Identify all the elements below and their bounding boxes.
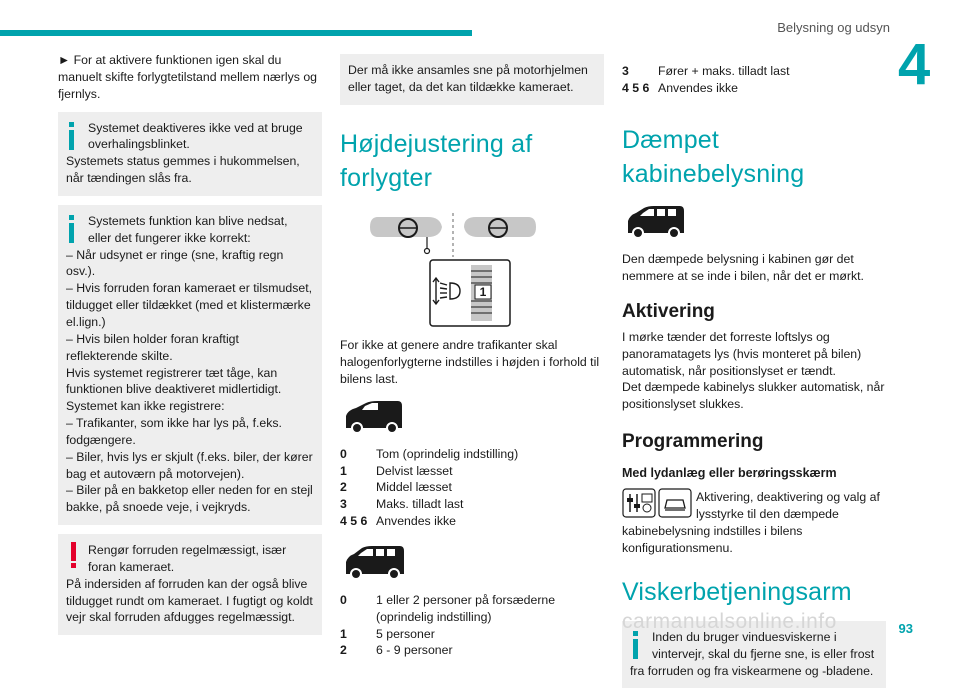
van-icon-long [340,542,604,582]
info-box-snow [340,54,604,105]
programming-body: kabinebelysning indstilles i bilens konfigurationsmenu. [622,523,803,555]
load-list-long [340,592,604,659]
headlamp-adjustment-illustration [340,209,604,329]
list-key: 0 [340,592,347,607]
info-box-text: Systemets status gemmes i hukommelsen, når tændingen slås fra. [66,154,300,186]
info-icon [66,214,80,244]
section-heading-programming: Programmering [622,431,764,453]
limitation-line: – Trafikanter, som ikke har lys på, f.eks. fodgængere. [66,416,282,447]
list-key: 4 5 6 [340,514,368,529]
list-value: Fører + maks. tilladt last [658,64,790,78]
limitation-line: Systemet kan ikke registrere: [66,399,225,414]
warning-icon [68,541,80,569]
list-key: 2 [340,480,347,495]
limitation-line: Hvis systemet registrerer tæt tåge, kan funktionen blive deaktiveret midlertidigt. [66,365,282,397]
list-item [340,592,604,626]
list-value: 6 - 9 personer [376,643,453,658]
list-value: Anvendes ikke [658,80,738,95]
list-key: 1 [340,626,347,641]
list-item [340,513,604,530]
switch-position-label: 1 [479,285,487,300]
list-value: Tom (oprindelig indstilling) [376,446,519,461]
section-heading-wiper-stalk: Viskerbetjeningsarm [622,577,852,606]
load-list-continued [622,63,886,97]
info-box-text: Der må ikke ansamles sne på motorhjelmen eller taget, da det kan tildække kameraet. [348,63,588,94]
list-item [622,80,886,97]
header-accent-bar [0,30,472,36]
limitation-line: – Når udsynet er ringe (sne, kraftig regn osv.). [66,247,284,279]
cabin-lighting-body: Den dæmpede belysning i kabinen gør det nemmere at se inde i bilen, når det er mørkt. [622,252,864,284]
list-key: 3 [340,497,347,512]
column-1 [58,52,322,635]
info-box-limitations [58,205,322,525]
info-box-first-line: Systemets funktion kan blive nedsat, eller det fungerer ikke korrekt: [88,213,288,245]
activation-body: I mørke tænder det forreste loftslys og panoramatagets lys (hvis monteret på bilen) automatisk, når positionslyset er tændt. [622,329,862,378]
column-2 [340,52,604,659]
programming-subheading: Med lydanlæg eller berøringsskærm [622,466,837,481]
limitation-line: – Hvis forruden foran kameraet er tilsmudset, tildugget eller tildækket (med et klistermærke el.lign.) [66,281,313,329]
activation-body-2: Det dæmpede kabinelys slukker automatisk, når positionslyset slukkes. [622,380,885,412]
limitation-line: – Biler på en bakketop eller neden for en stejl bakke, på snoede veje, i vejkryds. [66,483,313,515]
programming-block [622,488,886,556]
programming-first-line: Aktivering, deaktivering og valg af lysstyrke til den dæmpede [696,490,880,522]
list-item [340,446,604,463]
watermark: carmanualsonline.info [622,610,837,633]
info-icon [630,630,644,660]
list-key: 2 [340,643,347,658]
info-box-first-line: Inden du bruger vinduesviskerne i vintervejr, skal du fjerne sne, is eller frost [652,629,875,661]
section-heading-cabin-lighting: Dæmpet kabinebelysning [622,125,805,188]
list-value: Delvist læsset [376,463,453,478]
list-key: 4 5 6 [622,80,650,95]
list-item [340,496,604,513]
van-icon-short [340,398,604,438]
list-value: Anvendes ikke [376,514,456,529]
list-item [340,463,604,480]
list-key: 3 [622,64,629,78]
chapter-number: 4 [898,32,931,97]
page-number: 93 [898,621,913,636]
info-box-text: fra forruden og fra viskearmene og -bladene. [630,663,874,678]
warning-box-first-line: Rengør forruden regelmæssigt, især foran kameraet. [88,543,287,574]
section-title: Belysning og udsyn [777,20,890,35]
list-item [340,642,604,659]
touchscreen-settings-icons [622,488,692,518]
load-list-short [340,446,604,530]
info-box-overtaking [58,112,322,196]
limitation-line: – Hvis bilen holder foran kraftigt reflekterende skilte. [66,331,239,363]
warning-box-windscreen [58,534,322,635]
list-value: 1 eller 2 personer på forsæderne (oprindelig indstilling) [376,592,556,624]
column-3 [622,52,886,688]
list-value: Maks. tilladt last [376,497,464,512]
list-value: Middel læsset [376,480,452,495]
section-heading-activation: Aktivering [622,300,715,322]
info-icon [66,121,80,151]
list-value: 5 personer [376,626,435,641]
list-key: 0 [340,446,347,461]
list-item [340,479,604,496]
section-heading-headlamp-adjustment: Højdejustering af forlygter [340,129,533,192]
van-icon-cabin [622,205,886,239]
info-box-first-line: Systemet deaktiveres ikke ved at bruge overhalingsblinket. [88,120,303,152]
list-item [622,63,886,80]
limitation-line: – Biler, hvis lys er skjult (f.eks. biler, der kører bag et autoværn på motorvejen). [66,449,313,481]
headlamp-adjustment-body: For ikke at genere andre trafikanter skal halogenforlygterne indstilles i højden i forhold til bilens last. [340,338,600,386]
intro-paragraph: ► For at aktivere funktionen igen skal du manuelt skifte forlygtetilstand mellem nærlys og fjernlys. [58,53,318,101]
list-key: 1 [340,463,347,478]
warning-box-text: På indersiden af forruden kan der også blive tildugget rundt om kameraet. I fugtigt og koldt vejr skal forruden afdugges regelmæssigt. [66,576,313,625]
